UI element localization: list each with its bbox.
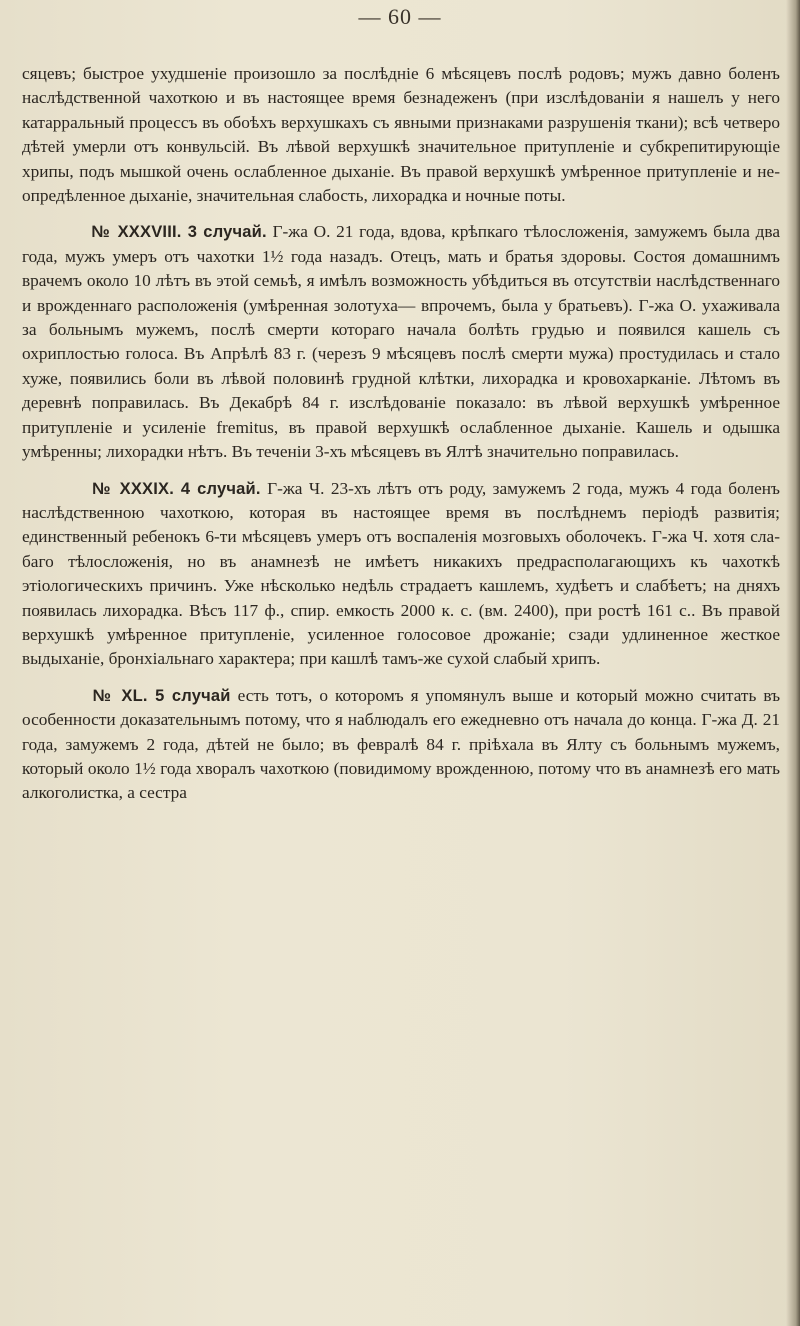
case-heading-40: № XL. 5 случай xyxy=(90,686,231,705)
case-text-39: Г-жа Ч. 23-хъ лѣтъ отъ роду, замужемъ 2 года, мужъ 4 года боленъ наслѣдственною чахоткою, которая въ настоящее время въ послѣднемъ періодѣ развитія; единственный ребенокъ 6-ти мѣсяцевъ умеръ отъ воспаленія мозговыхъ оболочекъ. Г-жа Ч. хотя слабаго тѣлосложенія, но въ анамнезѣ не имѣетъ никакихъ предрасполагающихъ къ чахоткѣ этіологическихъ причинъ. Уже нѣсколько недѣль страдаетъ кашлемъ, худѣетъ и слабѣетъ; на дняхъ появилась лихорадка. Вѣсъ 117 ф., спир. емкость 2000 к. с. (вм. 2400), при ростѣ 161 с.. Въ правой верхушкѣ умѣренное притупленіе, усиленное голосовое дрожаніе; сзади удлиненное жесткое выдыханіе, бронхіальнаго характера; при кашлѣ тамъ-же сухой слабый хрипъ. xyxy=(22,478,780,669)
paragraph-case-39 xyxy=(22,477,780,672)
case-heading-38: № XXXVIII. 3 случай. xyxy=(90,223,267,242)
page-edge-shadow xyxy=(786,0,800,1326)
paragraph-continuation: сяцевъ; быстрое ухудшеніе произошло за послѣдніе 6 мѣсяцевъ послѣ родовъ; мужъ давно боленъ наслѣдственной чахоткою и въ настоящее время безнадеженъ (при изслѣдованіи я нашелъ у него катарральный процессъ въ обоѣхъ верхушкахъ съ явными признаками разрушенія ткани); всѣ четверо дѣтей умерли отъ конвульсій. Въ лѣвой верхушкѣ значительное притупленіе и субкрепитирующіе хрипы, подъ мышкой очень ослабленное дыханіе. Въ правой верхушкѣ умѣренное притупленіе и неопредѣленное дыханіе, значительная слабость, лихорадка и ночные поты. xyxy=(22,64,780,206)
paragraph-case-38 xyxy=(22,220,780,464)
case-heading-39: № XXXIX. 4 случай. xyxy=(90,479,261,498)
page-body xyxy=(22,62,780,806)
page-number: — 60 — xyxy=(358,4,442,29)
case-text-40: есть тотъ, о которомъ я упомянулъ выше и который можно считать въ особенности доказательнымъ потому, что я наблюдалъ его ежедневно отъ начала до конца. Г-жа Д. 21 года, замужемъ 2 года, дѣтей не было; въ февралѣ 84 г. пріѣхала въ Ялту съ больнымъ мужемъ, который около 1½ года хворалъ чахоткою (повидимому врожденною, потому что въ анамнезѣ его мать алкоголистка, а сестра xyxy=(22,685,781,803)
paragraph-case-40 xyxy=(22,684,780,806)
case-text-38: Г-жа О. 21 года, вдова, крѣпкаго тѣлосложенія, замужемъ была два года, мужъ умеръ отъ чахотки 1½ года назадъ. Отецъ, мать и братья здоровы. Состоя домашнимъ врачемъ около 10 лѣтъ въ этой семьѣ, я имѣлъ возможность убѣдиться въ отсутствіи наслѣдственнаго и врожденнаго расположенія (умѣренная золотуха— впрочемъ, была у братьевъ). Г-жа О. ухаживала за больнымъ мужемъ, послѣ смерти котораго начала болѣть грудью и появился кашель съ охриплостью голоса. Въ Апрѣлѣ 83 г. (черезъ 9 мѣсяцевъ послѣ смерти мужа) простудилась и стало хуже, появились боли въ лѣвой половинѣ грудной клѣтки, лихорадка и кровохарканіе. Лѣтомъ въ деревнѣ поправилась. Въ Декабрѣ 84 г. изслѣдованіе показало: въ лѣвой верхушкѣ умѣренное притупленіе и усиленіе fremitus, въ правой верхушкѣ ослабленное дыханіе. Кашель и одышка умѣренны; лихорадки нѣтъ. Въ теченіи 3-хъ мѣсяцевъ въ Ялтѣ значительно поправилась. xyxy=(22,222,780,462)
